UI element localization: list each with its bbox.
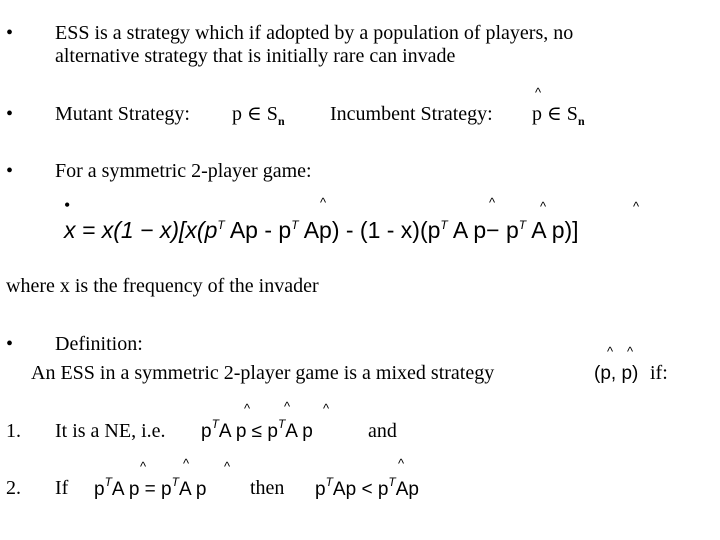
mutant-strategy-formula (232, 103, 285, 133)
incumbent-formula-sub: n (577, 114, 585, 128)
invader-note: where x is the frequency of the invader (6, 275, 319, 297)
sc-part-3: Ap (395, 479, 419, 500)
bullet-1: • (6, 22, 14, 44)
sc-sup-t: T (388, 475, 396, 489)
ess-definition-line1: ESS is a strategy which if adopted by a population of players, no (55, 22, 574, 44)
definition-tail: if: (650, 362, 668, 384)
hat-accent: ^ (607, 344, 614, 359)
strategy-pair: (p, p) (594, 363, 639, 384)
replicator-equation (64, 216, 579, 248)
nc-part-2: A p ≤ p (218, 421, 278, 442)
bullet-3: • (6, 160, 14, 182)
ec-part-3: A p (178, 479, 207, 500)
hat-accent: ^ (244, 401, 251, 416)
stability-condition-formula (315, 475, 419, 503)
condition-2-number: 2. (6, 477, 21, 499)
hat-accent: ^ (320, 195, 327, 210)
eq-sup-t: T (291, 218, 299, 232)
sc-part-2: Ap < p (332, 479, 389, 500)
sc-part-1: p (315, 479, 326, 500)
hat-accent: ^ (633, 199, 640, 214)
eq-sup-t: T (518, 218, 527, 232)
nc-sup-t: T (211, 417, 219, 431)
incumbent-formula-main: p ∈ S (532, 103, 578, 125)
hat-accent: ^ (540, 199, 547, 214)
eq-part-lhs: x = x(1 − x)[x(p (64, 217, 218, 243)
nc-sup-t: T (277, 417, 286, 431)
ec-part-2: A p = p (111, 479, 172, 500)
eq-sup-t: T (217, 218, 225, 232)
mutant-formula-main: p ∈ S (232, 103, 278, 125)
ec-sup-t: T (104, 475, 112, 489)
symmetric-game-label: For a symmetric 2-player game: (55, 160, 312, 182)
hat-accent: ^ (284, 399, 291, 414)
hat-accent: ^ (224, 459, 231, 474)
bullet-4: • (6, 333, 14, 355)
hat-accent: ^ (140, 459, 147, 474)
condition-2-text: If (55, 477, 69, 499)
condition-2-then: then (250, 477, 285, 499)
eq-part-1: Ap - p (229, 217, 292, 243)
mutant-formula-sub: n (277, 114, 285, 128)
x-dot-mark: • (64, 195, 71, 215)
condition-1-number: 1. (6, 420, 21, 442)
condition-1-and: and (368, 420, 397, 442)
nash-condition-formula (201, 417, 313, 445)
nc-part-3: A p (285, 421, 313, 442)
eq-part-3: A p− p (452, 217, 519, 243)
ess-definition-line2: alternative strategy that is initially rare can invade (55, 45, 456, 67)
eq-part-4: A p)] (531, 217, 579, 243)
ec-part-1: p (94, 479, 105, 500)
ec-sup-t: T (171, 475, 179, 489)
hat-accent: ^ (489, 195, 496, 210)
incumbent-strategy-formula (532, 103, 585, 133)
definition-title: Definition: (55, 333, 143, 355)
mutant-strategy-label: Mutant Strategy: (55, 103, 190, 125)
hat-accent: ^ (627, 344, 634, 359)
incumbent-strategy-label: Incumbent Strategy: (330, 103, 493, 125)
hat-accent: ^ (535, 85, 542, 100)
nc-part-1: p (201, 421, 212, 442)
bullet-2: • (6, 103, 14, 125)
hat-accent: ^ (398, 456, 405, 471)
eq-part-2: Ap) - (1 - x)(p (303, 217, 441, 243)
condition-1-text: It is a NE, i.e. (55, 420, 166, 442)
equality-condition-formula (94, 475, 207, 503)
hat-accent: ^ (183, 456, 190, 471)
hat-accent: ^ (323, 401, 330, 416)
definition-line: An ESS in a symmetric 2-player game is a mixed strategy (31, 362, 495, 384)
eq-sup-t: T (440, 218, 448, 232)
sc-sup-t: T (325, 475, 333, 489)
